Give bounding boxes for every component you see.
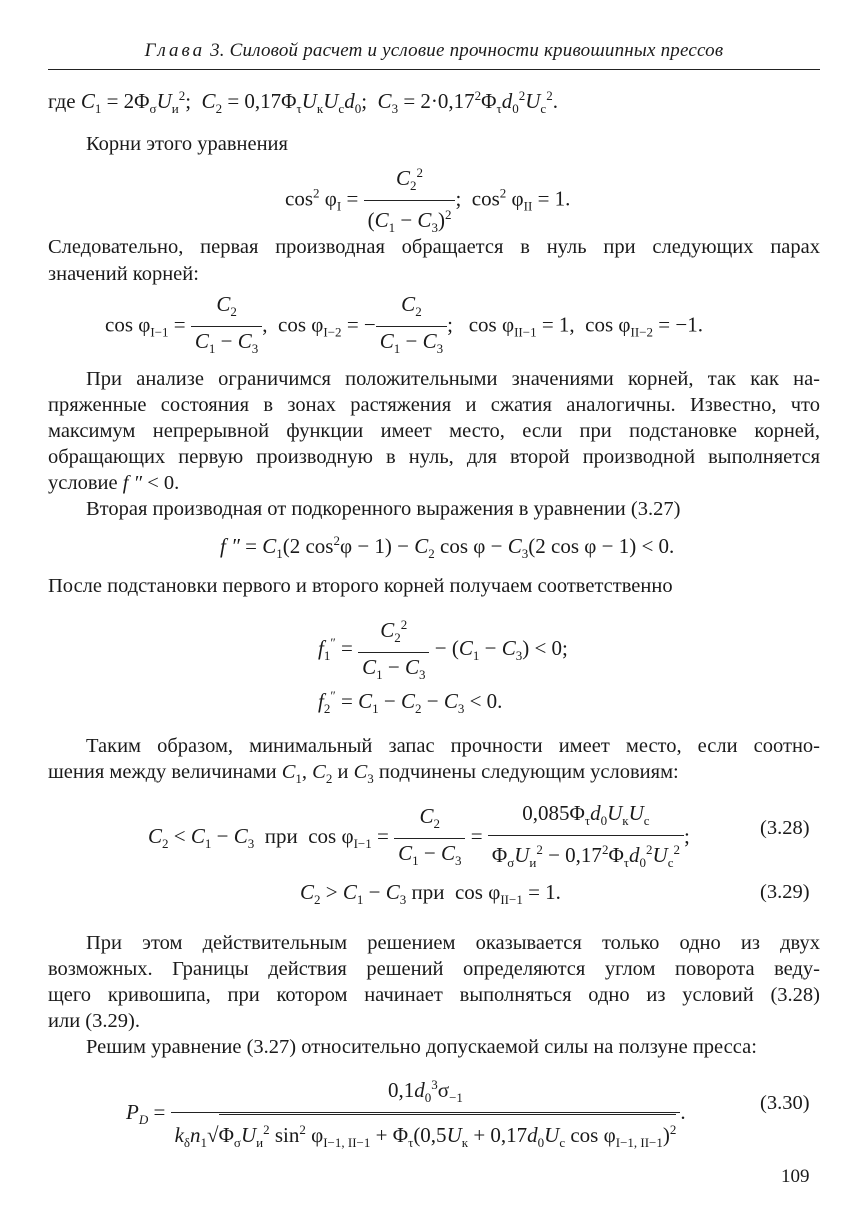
constants-definition: где $C_1 = 2\Phi_\sigma U_и^2$; $C_2 = 0,17\Phi_\tau U_кU_сd_0$; $C_3 = 2\cdot 0,17^2\Phi_\tau d_0^2U_с^2$.	[48, 88, 558, 117]
equation-condition-1: $C_2 < C_1 - C_3$ при $\cos \varphi_{I-1}$ = $\frac{C_2}{C_1 - C_3}$ = $\frac{0,085\Phi_\tau d_0U_кU_с}{\Phi_\sigma U_и^2 - 0,17^2\Phi_\tau d_0^2U_с^2}$ ;	[148, 801, 690, 871]
equation-allowed-force: $P_D$ = $0,1d_0^3\sigma_{-1}$ $k_\delta n_1√\Phi_\sigma U_и^2$ $\sin^2 \varphi_{I-1, II-1} + \Phi_\tau(0,5U_к + 0,17d_0U_с$ $\cos \varphi_{I-1, II-1})^2$ .	[126, 1072, 686, 1156]
paragraph-analysis-l2: пряженные состояния в зонах растяжения и сжатия аналогичны. Известно, что	[48, 394, 820, 416]
chapter-title: Силовой расчет и условие прочности кривошипных прессов	[229, 40, 724, 61]
paragraph-solution-l4: или (3.29).	[48, 1010, 140, 1032]
word-pri-2: при	[411, 880, 445, 904]
word-and: и	[337, 761, 349, 783]
equation-number-3-29: (3.29)	[760, 881, 810, 903]
paragraph-analysis-l4: обращающих первую производную в нуль, для второй производной выполняется	[48, 446, 820, 468]
running-header	[48, 40, 820, 62]
equation-condition-2: $C_2 > C_1 - C_3$ при $\cos \varphi_{II-1} = 1$.	[300, 880, 561, 908]
word-where: где	[48, 89, 76, 113]
equation-f2: $f_2'' = C_1 - C_2 - C_3 < 0$.	[318, 688, 503, 717]
word-pri-1: при	[264, 824, 298, 848]
paragraph-solution-l3: щего кривошипа, при котором начинает выполняться одно из условий (3.28)	[48, 984, 820, 1006]
equation-second-derivative: f ″ = $C_1(2$ $\cos^2\varphi - 1) - C_2$ $\cos \varphi - C_3(2$ cos φ − 1) < 0.	[220, 533, 675, 562]
condition-less-zero: < 0.	[147, 472, 180, 494]
paragraph-after-substitution: После подстановки первого и второго корней получаем соответственно	[48, 575, 673, 597]
equation-number-3-30: (3.30)	[760, 1092, 810, 1114]
paragraph-consequently-l2: значений корней:	[48, 263, 199, 285]
equation-number-3-28: (3.28)	[760, 817, 810, 839]
paragraph-analysis-l5: условие f ″ < 0.	[48, 472, 180, 494]
paragraph-thus-l1: Таким образом, минимальный запас прочности имеет место, если соотно-	[86, 735, 820, 757]
paragraph-thus-l2: шения между величинами $C_1$, $C_2$ и $C_3$ подчинены следующим условиям:	[48, 761, 679, 787]
paragraph-solve-equation: Решим уравнение (3.27) относительно допускаемой силы на ползуне пресса:	[86, 1036, 757, 1058]
chapter-label: Глава	[144, 40, 206, 61]
equation-root-pairs: $\cos \varphi_{I-1}$ = $\frac{C_2}{C_1 - C_3}$ , $\cos \varphi_{I-2}$ = − $\frac{C_2}{C_1 - C_3}$ ; $\cos \varphi_{II-1} = 1$, $\cos \varphi_{II-2} = -1$.	[105, 292, 703, 357]
paragraph-analysis-l3: максимум непрерывной функции имеет место, если при подстановке корней,	[48, 420, 820, 442]
page-number: 109	[781, 1166, 810, 1187]
word-condition: условие	[48, 472, 118, 494]
paragraph-solution-l2: возможных. Границы действия решений определяются углом поворота веду-	[48, 958, 820, 980]
paragraph-analysis-l1: При анализе ограничимся положительными значениями корней, так как на-	[86, 368, 820, 390]
header-rule	[48, 69, 820, 70]
paragraph-second-derivative: Вторая производная от подкоренного выражения в уравнении (3.27)	[86, 498, 681, 520]
chapter-number: 3.	[210, 40, 225, 61]
paragraph-consequently-l1: Следовательно, первая производная обращается в нуль при следующих парах	[48, 236, 820, 258]
thus-l2-a: шения между величинами	[48, 761, 277, 783]
equation-roots: $\cos^2 \varphi_I$ = $\frac{C_2^2}{(C_1 - C_3)^2}$ ; $\cos^2 \varphi_{II} = 1$.	[285, 165, 571, 236]
paragraph-solution-l1: При этом действительным решением оказывается только одно из двух	[86, 932, 820, 954]
thus-l2-b: подчинены следующим условиям:	[378, 761, 679, 783]
equation-f1: $f_1''$ = $\frac{C_2^2}{C_1 - C_3}$ − $(C_1 - C_3) < 0$;	[318, 617, 568, 683]
paragraph-roots: Корни этого уравнения	[86, 133, 288, 155]
